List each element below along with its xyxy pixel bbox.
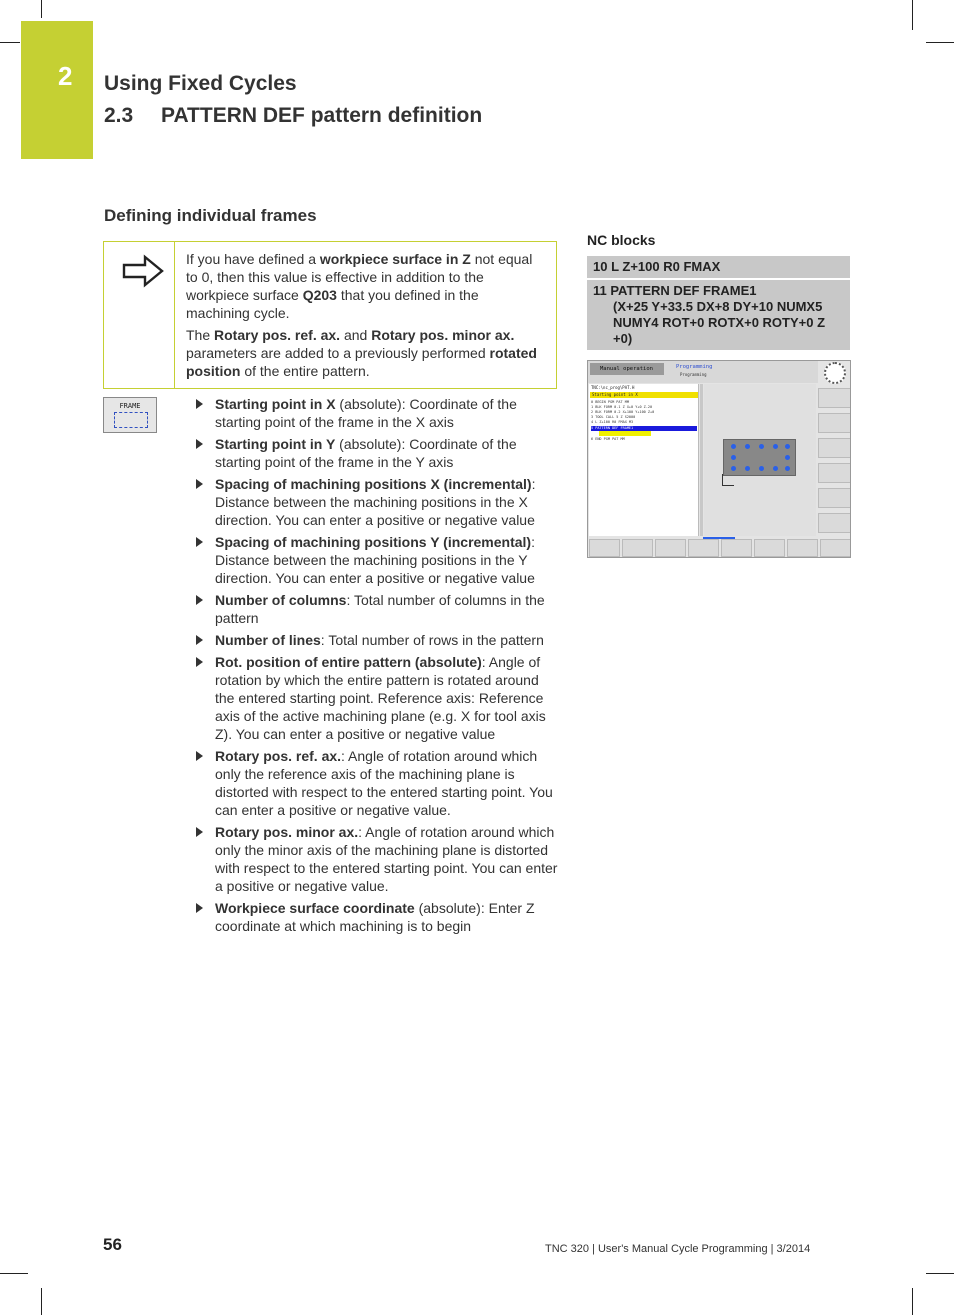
crop-mark xyxy=(41,1288,42,1315)
note-bold-term: Rotary pos. minor ax. xyxy=(371,327,515,343)
parameter-term: Starting point in X xyxy=(215,396,336,412)
graphic-panel xyxy=(704,384,816,536)
scrollbar xyxy=(700,384,703,536)
note-text-span: parameters are added to a previously performed xyxy=(186,345,490,361)
bullet-triangle-icon xyxy=(196,595,203,605)
parameter-desc: : Angle of rotation around which only the reference axis of the machining plane is distorted with respect to the entered starting point. You can enter a positive or negative value. xyxy=(215,748,553,818)
note-text-span: not equal to 0, then this value is effective in addition to the workpiece surface xyxy=(186,251,533,303)
parameter-desc: : Total number of columns in the pattern xyxy=(215,592,545,626)
pattern-point xyxy=(759,444,764,449)
note-paragraph xyxy=(186,326,546,380)
parameter-term: Spacing of machining positions Y (incremental) xyxy=(215,534,532,550)
bullet-triangle-icon xyxy=(196,827,203,837)
code-line: 4 L Z+100 R0 FMAX M3 xyxy=(591,420,634,424)
side-softkey xyxy=(818,513,851,533)
parameter-list xyxy=(194,395,558,939)
note-bold-term: workpiece surface in Z xyxy=(319,251,471,267)
parameter-desc: (absolute): Coordinate of the starting point of the frame in the X axis xyxy=(215,396,517,430)
parameter-term: Workpiece surface coordinate xyxy=(215,900,415,916)
parameter-item xyxy=(194,653,558,743)
pattern-point xyxy=(773,444,778,449)
frame-softkey-label: FRAME xyxy=(119,402,141,410)
parameter-desc: : Angle of rotation around which only the minor axis of the machining plane is distorted with respect to the entered starting point. You can enter a positive or negative value. xyxy=(215,824,558,894)
parameter-item xyxy=(194,899,558,935)
section-title-line xyxy=(104,104,482,128)
pattern-point xyxy=(745,444,750,449)
clock-icon xyxy=(824,362,846,384)
bottom-softkey xyxy=(688,539,719,557)
bullet-triangle-icon xyxy=(196,479,203,489)
bottom-softkey xyxy=(622,539,653,557)
bottom-softkey xyxy=(721,539,752,557)
crop-mark xyxy=(0,1273,28,1274)
note-text-span: If you have defined a xyxy=(186,251,320,267)
program-name: TNC:\nc_prog\PAT.H xyxy=(591,385,635,390)
code-line: 0 BEGIN PGM PAT MM xyxy=(591,400,629,404)
side-softkey xyxy=(818,438,851,458)
footer-text: TNC 320 | User's Manual Cycle Programming | 3/2014 xyxy=(545,1243,811,1255)
mode-programming-sub: Programming xyxy=(680,372,707,377)
bottom-softkey xyxy=(754,539,785,557)
note-text-span: of the entire pattern. xyxy=(240,363,370,379)
note-divider xyxy=(174,242,175,388)
bottom-softkey xyxy=(787,539,818,557)
note-text-span: The xyxy=(186,327,215,343)
side-softkey xyxy=(818,488,851,508)
parameter-term: Rotary pos. minor ax. xyxy=(215,824,359,840)
bottom-softkey xyxy=(655,539,686,557)
pattern-point xyxy=(773,466,778,471)
note-text-span: that you defined in the machining cycle. xyxy=(186,287,479,321)
parameter-term: Spacing of machining positions X (incremental) xyxy=(215,476,532,492)
side-softkey xyxy=(818,463,851,483)
pattern-point xyxy=(745,466,750,471)
pattern-frame xyxy=(723,439,796,476)
pattern-point xyxy=(731,466,736,471)
crop-mark xyxy=(926,42,954,43)
program-panel xyxy=(589,384,699,536)
pattern-point xyxy=(785,455,790,460)
chapter-tab xyxy=(21,21,93,159)
note-bold-term: Q203 xyxy=(302,287,337,303)
parameter-item xyxy=(194,631,558,649)
nc-block: 10 L Z+100 R0 FMAX xyxy=(587,256,850,278)
parameter-term: Rotary pos. ref. ax. xyxy=(215,748,342,764)
parameter-item xyxy=(194,475,558,529)
pattern-point xyxy=(785,466,790,471)
bottom-softkeys xyxy=(589,539,851,557)
origin-mark xyxy=(722,474,734,486)
crop-mark xyxy=(41,0,42,18)
parameter-desc: (absolute): Enter Z coordinate at which machining is to begin xyxy=(215,900,535,934)
tnc-screenshot xyxy=(587,360,851,558)
section-title: PATTERN DEF pattern definition xyxy=(161,104,483,127)
bullet-triangle-icon xyxy=(196,635,203,645)
frame-pattern-icon xyxy=(114,412,148,428)
parameter-item xyxy=(194,591,558,627)
note-paragraph xyxy=(186,250,546,322)
side-softkey xyxy=(818,388,851,408)
bullet-triangle-icon xyxy=(196,399,203,409)
code-line: 6 END PGM PAT MM xyxy=(591,437,625,441)
parameter-desc: : Angle of rotation by which the entire pattern is rotated around the entered starting point. Reference axis: Reference axis of the active machining plane (e.g. X for tool axis Z). You can enter a positive or negative value xyxy=(215,654,546,742)
nc-blocks-heading: NC blocks xyxy=(587,232,656,248)
crop-mark xyxy=(926,1273,954,1274)
bullet-triangle-icon xyxy=(196,657,203,667)
pattern-point xyxy=(731,444,736,449)
parameter-desc: (absolute): Coordinate of the starting point of the frame in the Y axis xyxy=(215,436,517,470)
note-text-span: and xyxy=(340,327,372,343)
screen-header xyxy=(588,361,818,383)
frame-softkey-icon xyxy=(103,397,157,433)
mode-manual-operation: Manual operation xyxy=(590,363,664,375)
crop-mark xyxy=(912,0,913,30)
subheading: Defining individual frames xyxy=(104,206,317,225)
bullet-triangle-icon xyxy=(196,537,203,547)
section-number: 2.3 xyxy=(104,104,134,127)
pattern-point xyxy=(785,444,790,449)
parameter-desc: : Total number of rows in the pattern xyxy=(320,632,544,648)
code-line: 3 TOOL CALL 5 Z S2000 xyxy=(591,415,636,419)
parameter-item xyxy=(194,435,558,471)
parameter-term: Starting point in Y xyxy=(215,436,336,452)
parameter-item xyxy=(194,533,558,587)
crop-mark xyxy=(912,1288,913,1315)
bottom-softkey xyxy=(589,539,620,557)
parameter-item xyxy=(194,747,558,819)
bullet-triangle-icon xyxy=(196,751,203,761)
arrow-right-icon xyxy=(121,254,165,288)
parameter-term: Rot. position of entire pattern (absolute) xyxy=(215,654,482,670)
chapter-title: Using Fixed Cycles xyxy=(104,72,297,95)
bottom-softkey xyxy=(820,539,851,557)
note-box xyxy=(103,241,557,389)
chapter-number: 2 xyxy=(58,61,73,91)
parameter-item xyxy=(194,395,558,431)
note-bold-term: Rotary pos. ref. ax. xyxy=(214,327,341,343)
page-number: 56 xyxy=(103,1235,122,1254)
nc-block xyxy=(587,280,850,350)
mode-programming: Programming xyxy=(676,364,713,370)
dialog-prompt: Starting point in X xyxy=(590,392,698,398)
code-line: 1 BLK FORM 0.1 Z X+0 Y+0 Z-20 xyxy=(591,405,653,409)
parameter-term: Number of columns xyxy=(215,592,347,608)
pattern-point xyxy=(759,466,764,471)
code-line: 2 BLK FORM 0.2 X+100 Y+100 Z+0 xyxy=(591,410,655,414)
side-softkeys xyxy=(818,388,851,538)
note-text xyxy=(186,250,546,384)
input-field xyxy=(599,431,651,436)
parameter-desc: : Distance between the machining positions in the X direction. You can enter a positive or negative value xyxy=(215,476,536,528)
crop-mark xyxy=(0,42,20,43)
bullet-triangle-icon xyxy=(196,439,203,449)
side-softkey xyxy=(818,413,851,433)
nc-block-line: (X+25 Y+33.5 DX+8 DY+10 NUMX5 NUMY4 ROT+0 ROTX+0 ROTY+0 Z +0) xyxy=(613,299,826,346)
nc-block-line: 11 PATTERN DEF FRAME1 xyxy=(593,283,757,298)
parameter-item xyxy=(194,823,558,895)
parameter-desc: : Distance between the machining positions in the Y direction. You can enter a positive or negative value xyxy=(215,534,535,586)
bullet-triangle-icon xyxy=(196,903,203,913)
note-bold-term: rotated position xyxy=(186,345,537,379)
code-line-active: 5 PATTERN DEF FRAME1 xyxy=(591,426,697,431)
parameter-term: Number of lines xyxy=(215,632,321,648)
pattern-point xyxy=(731,455,736,460)
